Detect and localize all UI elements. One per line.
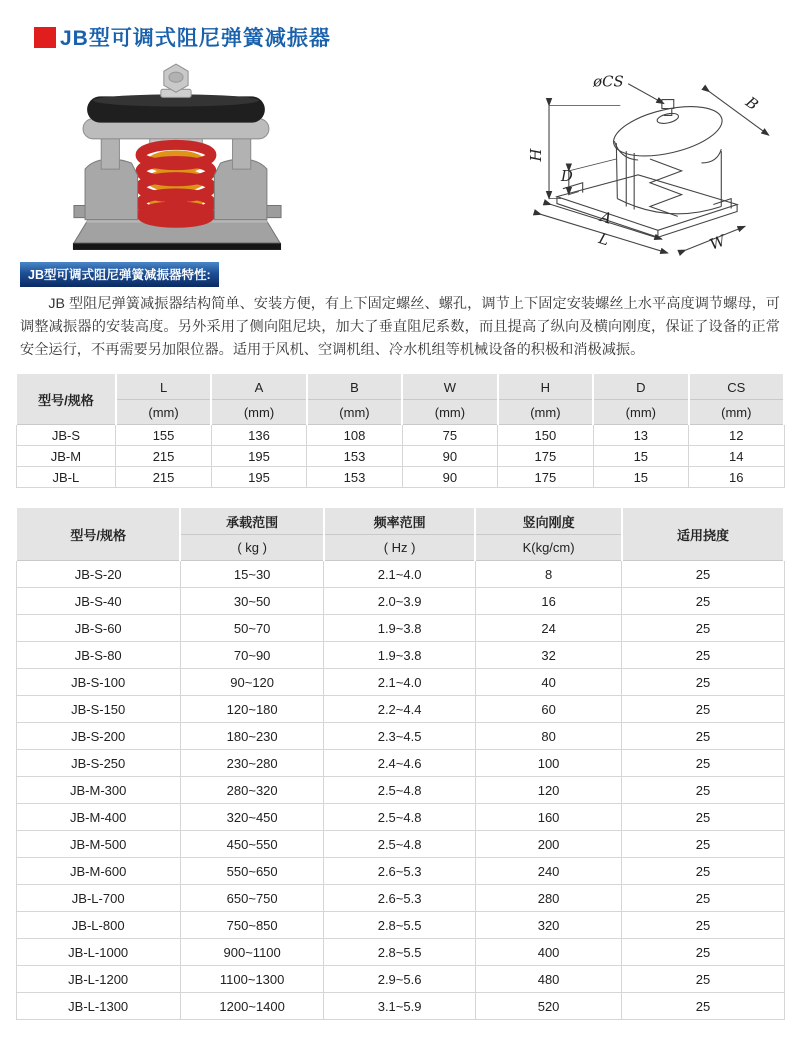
model-cell: JB-S-20: [16, 561, 180, 588]
spec-column-header: 频率范围: [324, 509, 475, 535]
deflection-cell: 25: [622, 696, 784, 723]
diagram-label-l: L: [596, 229, 612, 250]
model-cell: JB-S-40: [16, 588, 180, 615]
load-range-cell: 1100~1300: [180, 966, 324, 993]
model-cell: JB-L-700: [16, 885, 180, 912]
dimension-diagram: [516, 60, 784, 258]
dim-unit-header: (mm): [402, 400, 497, 425]
load-range-cell: 30~50: [180, 588, 324, 615]
deflection-cell: 25: [622, 993, 784, 1020]
load-range-cell: 180~230: [180, 723, 324, 750]
dim-value-cell: 15: [593, 446, 688, 467]
dim-column-header: A: [211, 375, 306, 400]
diagram-rim: [614, 141, 721, 163]
frequency-range-cell: 2.5~4.8: [324, 777, 475, 804]
model-cell: JB-M-500: [16, 831, 180, 858]
diagram-d-ext: [569, 159, 617, 195]
load-range-cell: 90~120: [180, 669, 324, 696]
stiffness-cell: 40: [475, 669, 622, 696]
deflection-cell: 25: [622, 588, 784, 615]
deflection-cell: 25: [622, 615, 784, 642]
stiffness-cell: 60: [475, 696, 622, 723]
diagram-cs-leader: [628, 84, 664, 104]
dim-column-header: L: [116, 375, 211, 400]
diagram-label-cs: øCS: [593, 72, 624, 91]
spec-row: [16, 912, 784, 939]
load-range-cell: 750~850: [180, 912, 324, 939]
diagram-label-a: A: [598, 207, 614, 228]
dim-value-cell: 195: [211, 446, 306, 467]
model-cell: JB-L-800: [16, 912, 180, 939]
dim-unit-header: (mm): [593, 400, 688, 425]
dim-value-cell: 195: [211, 467, 306, 488]
deflection-cell: 25: [622, 804, 784, 831]
spec-row: [16, 858, 784, 885]
dim-value-cell: 13: [593, 425, 688, 446]
frequency-range-cell: 2.5~4.8: [324, 831, 475, 858]
frequency-range-cell: 2.0~3.9: [324, 588, 475, 615]
stiffness-cell: 16: [475, 588, 622, 615]
diagram-bolt-base: [656, 112, 679, 126]
diagram-h-ext: [549, 106, 620, 199]
model-cell: JB-L: [16, 467, 116, 488]
spec-row: [16, 669, 784, 696]
dim-value-cell: 14: [689, 446, 784, 467]
dimension-row: [16, 467, 784, 488]
spec-column-header: 竖向刚度: [475, 509, 622, 535]
frequency-range-cell: 1.9~3.8: [324, 615, 475, 642]
spec-row: [16, 723, 784, 750]
dim-unit-header: (mm): [211, 400, 306, 425]
load-range-cell: 120~180: [180, 696, 324, 723]
features-heading: JB型可调式阻尼弹簧减振器特性:: [20, 262, 219, 287]
stiffness-cell: 280: [475, 885, 622, 912]
frequency-range-cell: 2.1~4.0: [324, 669, 475, 696]
deflection-cell: 25: [622, 669, 784, 696]
diagram-label-b: B: [742, 92, 762, 114]
spec-row: [16, 696, 784, 723]
frequency-range-cell: 2.5~4.8: [324, 804, 475, 831]
stiffness-cell: 320: [475, 912, 622, 939]
spec-unit-header: ( kg ): [180, 535, 324, 561]
spec-column-header: 承载范围: [180, 509, 324, 535]
diagram-label-w: W: [707, 231, 728, 254]
title-marker-square: [34, 27, 56, 48]
product-photo: [56, 58, 300, 256]
frequency-range-cell: 2.9~5.6: [324, 966, 475, 993]
dim-value-cell: 175: [498, 446, 593, 467]
deflection-cell: 25: [622, 831, 784, 858]
frequency-range-cell: 2.1~4.0: [324, 561, 475, 588]
load-range-cell: 1200~1400: [180, 993, 324, 1020]
dim-value-cell: 175: [498, 467, 593, 488]
frequency-range-cell: 2.3~4.5: [324, 723, 475, 750]
spec-row: [16, 939, 784, 966]
model-cell: JB-L-1300: [16, 993, 180, 1020]
frequency-range-cell: 3.1~5.9: [324, 993, 475, 1020]
spec-row: [16, 777, 784, 804]
model-cell: JB-S: [16, 425, 116, 446]
photo-nut-top: [169, 72, 183, 82]
dim-value-cell: 90: [402, 446, 497, 467]
load-range-cell: 15~30: [180, 561, 324, 588]
spec-header-row: [16, 509, 784, 535]
model-cell: JB-S-250: [16, 750, 180, 777]
model-spec-header: 型号/规格: [16, 509, 180, 561]
dim-value-cell: 215: [116, 446, 211, 467]
stiffness-cell: 32: [475, 642, 622, 669]
dim-unit-header: (mm): [689, 400, 784, 425]
deflection-cell: 25: [622, 858, 784, 885]
frequency-range-cell: 2.4~4.6: [324, 750, 475, 777]
dim-column-header: D: [593, 375, 688, 400]
load-range-cell: 650~750: [180, 885, 324, 912]
spec-unit-header: ( Hz ): [324, 535, 475, 561]
spec-table-head: [16, 509, 784, 561]
photo-rubber-pad: [73, 243, 281, 250]
figures-row: [0, 52, 800, 254]
load-range-cell: 450~550: [180, 831, 324, 858]
dim-column-header: B: [307, 375, 402, 400]
dimension-unit-row: [16, 400, 784, 425]
deflection-cell: 25: [622, 966, 784, 993]
deflection-cell: 25: [622, 642, 784, 669]
spec-row: [16, 588, 784, 615]
photo-post-right: [233, 135, 251, 169]
dimension-row: [16, 446, 784, 467]
spec-row: [16, 750, 784, 777]
dimension-header-row: [16, 375, 784, 400]
frequency-range-cell: 1.9~3.8: [324, 642, 475, 669]
diagram-body-bottom: [617, 199, 721, 214]
page-title: JB型可调式阻尼弹簧减振器: [60, 27, 331, 50]
dim-value-cell: 153: [307, 467, 402, 488]
stiffness-cell: 120: [475, 777, 622, 804]
load-range-cell: 280~320: [180, 777, 324, 804]
load-range-cell: 320~450: [180, 804, 324, 831]
model-cell: JB-S-200: [16, 723, 180, 750]
deflection-cell: 25: [622, 723, 784, 750]
load-range-cell: 70~90: [180, 642, 324, 669]
deflection-cell: 25: [622, 912, 784, 939]
dimension-table-body: [16, 425, 784, 488]
frequency-range-cell: 2.8~5.5: [324, 912, 475, 939]
model-cell: JB-M-300: [16, 777, 180, 804]
model-cell: JB-S-100: [16, 669, 180, 696]
model-cell: JB-L-1200: [16, 966, 180, 993]
stiffness-cell: 80: [475, 723, 622, 750]
spec-table: [15, 508, 785, 1020]
frequency-range-cell: 2.8~5.5: [324, 939, 475, 966]
dim-value-cell: 136: [211, 425, 306, 446]
load-range-cell: 900~1100: [180, 939, 324, 966]
deflection-cell: 25: [622, 750, 784, 777]
dim-value-cell: 75: [402, 425, 497, 446]
dim-unit-header: (mm): [498, 400, 593, 425]
spec-unit-header: K(kg/cm): [475, 535, 622, 561]
frequency-range-cell: 2.2~4.4: [324, 696, 475, 723]
stiffness-cell: 480: [475, 966, 622, 993]
spec-row: [16, 993, 784, 1020]
stiffness-cell: 520: [475, 993, 622, 1020]
dimension-table-head: [16, 375, 784, 425]
diagram-label-h: H: [527, 148, 546, 162]
frequency-range-cell: 2.6~5.3: [324, 858, 475, 885]
dim-value-cell: 12: [689, 425, 784, 446]
spec-row: [16, 804, 784, 831]
spec-row: [16, 966, 784, 993]
spec-row: [16, 885, 784, 912]
stiffness-cell: 200: [475, 831, 622, 858]
stiffness-cell: 8: [475, 561, 622, 588]
dim-value-cell: 90: [402, 467, 497, 488]
spec-row: [16, 831, 784, 858]
stiffness-cell: 240: [475, 858, 622, 885]
dim-value-cell: 16: [689, 467, 784, 488]
dim-value-cell: 215: [116, 467, 211, 488]
model-cell: JB-S-60: [16, 615, 180, 642]
model-cell: JB-M: [16, 446, 116, 467]
diagram-spring: [650, 159, 682, 216]
stiffness-cell: 100: [475, 750, 622, 777]
dim-value-cell: 15: [593, 467, 688, 488]
deflection-cell: 25: [622, 777, 784, 804]
diagram-base-top: [557, 175, 737, 230]
diagram-label-d: D: [560, 166, 573, 185]
deflection-cell: 25: [622, 885, 784, 912]
stiffness-cell: 24: [475, 615, 622, 642]
dim-column-header: W: [402, 375, 497, 400]
deflection-cell: 25: [622, 561, 784, 588]
dim-value-cell: 153: [307, 446, 402, 467]
diagram-body-sides: [616, 143, 721, 206]
load-range-cell: 230~280: [180, 750, 324, 777]
load-range-cell: 50~70: [180, 615, 324, 642]
model-cell: JB-S-80: [16, 642, 180, 669]
stiffness-cell: 160: [475, 804, 622, 831]
dim-unit-header: (mm): [307, 400, 402, 425]
dim-unit-header: (mm): [116, 400, 211, 425]
photo-post-left: [101, 135, 119, 169]
spec-row: [16, 561, 784, 588]
spec-row: [16, 642, 784, 669]
deflection-header: 适用挠度: [622, 509, 784, 561]
deflection-cell: 25: [622, 939, 784, 966]
spec-row: [16, 615, 784, 642]
frequency-range-cell: 2.6~5.3: [324, 885, 475, 912]
model-cell: JB-M-600: [16, 858, 180, 885]
dimension-row: [16, 425, 784, 446]
dim-value-cell: 108: [307, 425, 402, 446]
page-header: [0, 0, 800, 52]
stiffness-cell: 400: [475, 939, 622, 966]
model-cell: JB-S-150: [16, 696, 180, 723]
dim-column-header: H: [498, 375, 593, 400]
product-description: JB 型阻尼弹簧减振器结构简单、安装方便，有上下固定螺丝、螺孔，调节上下固定安装螺丝上水平高度调节螺母，可调整减振器的安装高度。另外采用了侧向阻尼块，加大了垂直阻尼系数，而且提高了纵向及横向刚度，保证了设备的正常安全运行，不再需要另加限位器。适用于风机、空调机组、冷水机组等机械设备的积极和消极减振。: [20, 296, 780, 358]
load-range-cell: 550~650: [180, 858, 324, 885]
dim-column-header: CS: [689, 375, 784, 400]
dimension-table: [15, 374, 785, 488]
model-cell: JB-L-1000: [16, 939, 180, 966]
diagram-base-side: [557, 197, 737, 238]
dim-value-cell: 150: [498, 425, 593, 446]
model-cell: JB-M-400: [16, 804, 180, 831]
model-spec-header: 型号/规格: [16, 375, 116, 425]
dim-value-cell: 155: [116, 425, 211, 446]
spec-table-body: [16, 561, 784, 1020]
